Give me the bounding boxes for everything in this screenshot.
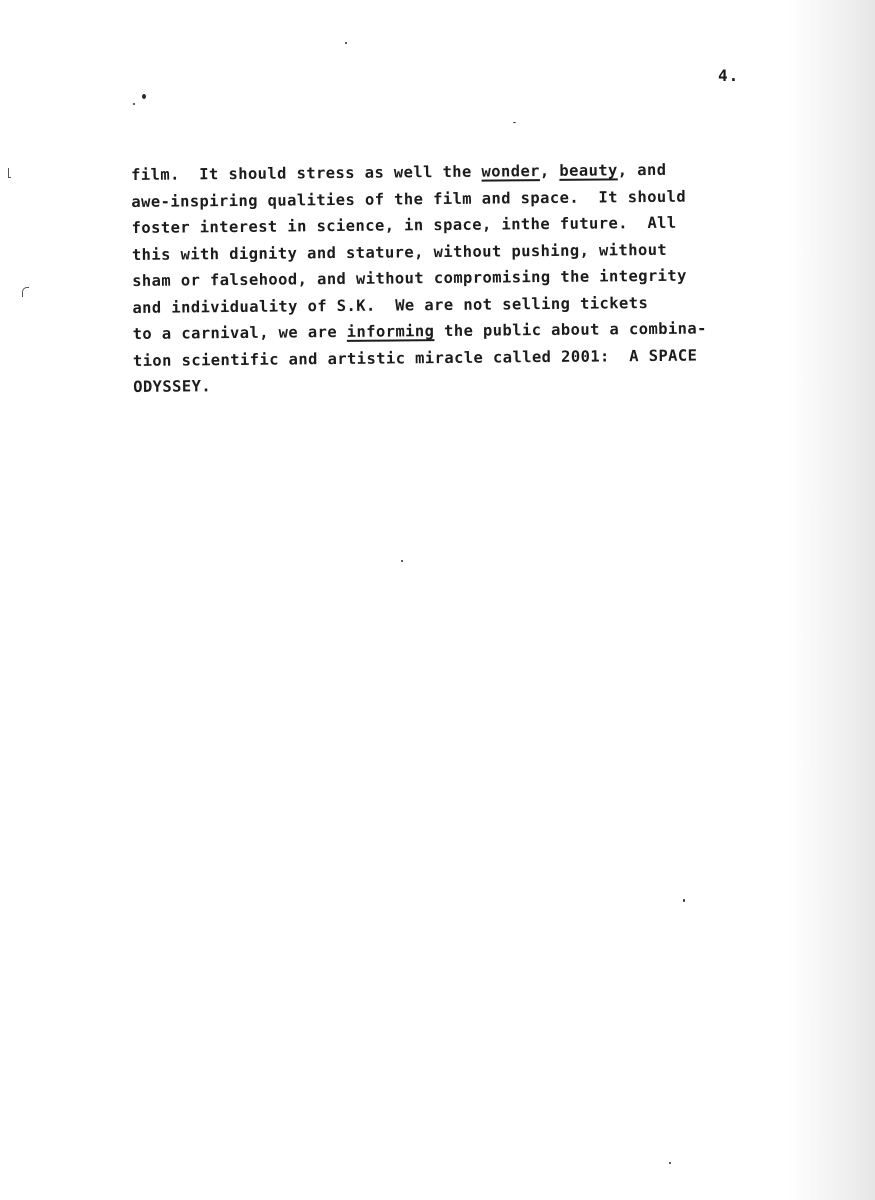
scan-speck [345,42,347,44]
text-segment: to a carnival, we are [132,322,347,343]
scan-mark [22,287,29,297]
scan-speck [133,103,135,105]
text-segment: , and [617,160,667,180]
page-number: 4. [718,66,740,85]
underlined-word: wonder [481,162,540,181]
text-segment: and individuality of S.K. We are not selling tickets [132,293,649,317]
scan-speck [513,122,516,123]
body-paragraph [131,156,773,401]
scan-speck [142,94,146,99]
text-segment: tion scientific and artistic miracle called 2001: A SPACE [132,346,698,370]
text-segment: the public about a combina- [434,319,707,341]
text-segment: film. It should stress as well the [131,162,482,184]
scan-mark [8,168,11,178]
text-segment: awe-inspiring qualities of the film and space. It should [131,187,687,211]
text-segment: , [539,161,560,181]
underlined-word: beauty [559,161,618,180]
scan-speck [401,560,403,562]
underlined-word: informing [346,322,435,341]
text-segment: sham or falsehood, and without compromising the integrity [132,266,687,290]
text-segment: ODYSSEY. [133,377,212,396]
text-segment: foster interest in science, in space, inthe future. All [131,213,677,237]
scan-speck [683,899,685,902]
scan-speck [669,1162,671,1164]
text-segment: this with dignity and stature, without pushing, without [131,240,668,264]
